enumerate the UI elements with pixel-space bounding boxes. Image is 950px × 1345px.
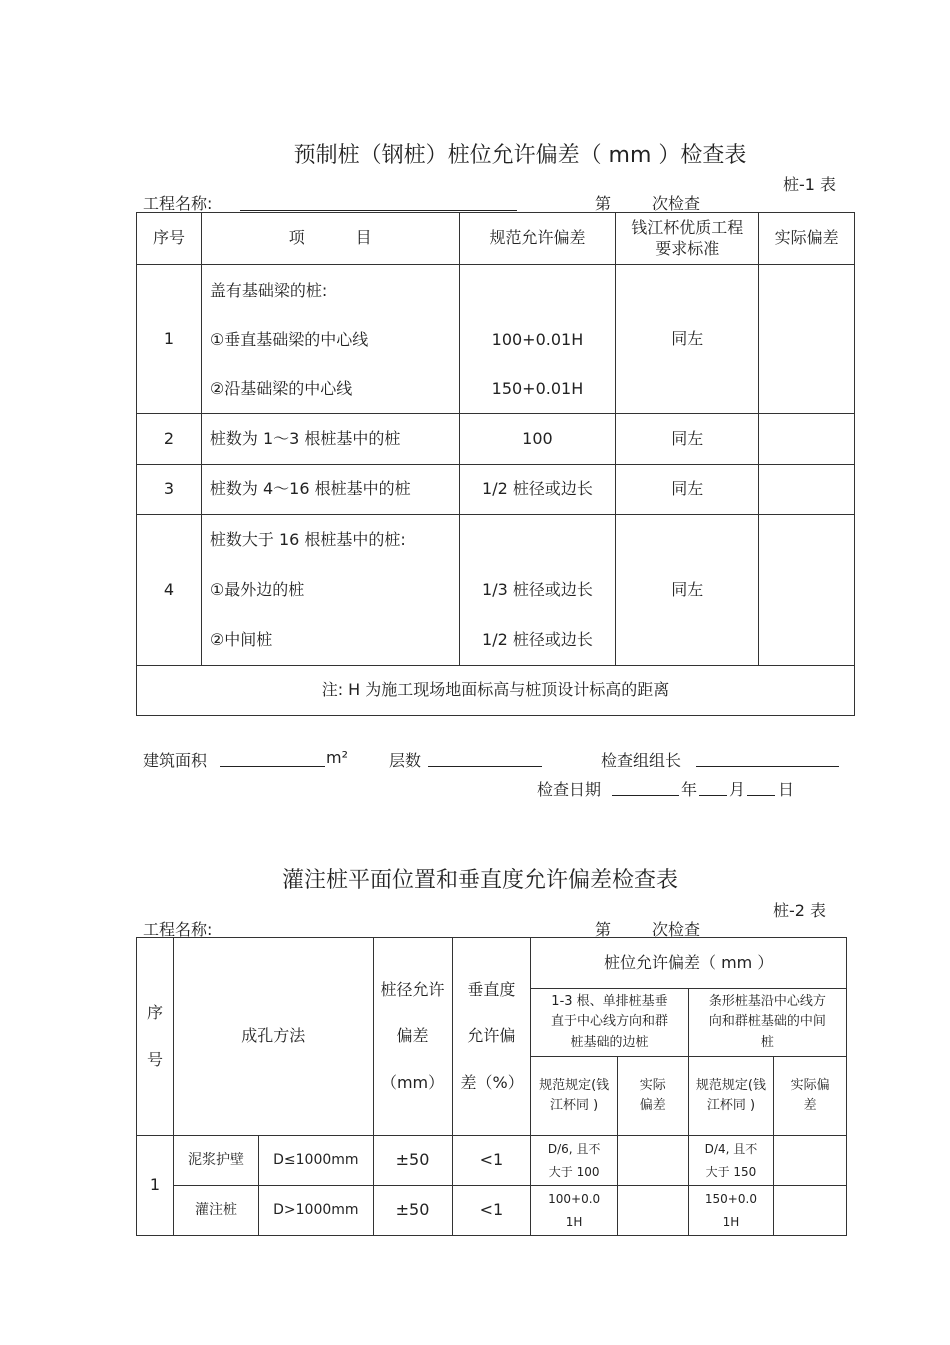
header-spec-b: 规范规定(钱江杯同 ) (688, 1057, 774, 1136)
row-actual-a-cell[interactable] (617, 1136, 688, 1186)
leader-label: 检查组组长 (601, 751, 682, 770)
month-field[interactable] (699, 795, 727, 796)
area-label: 建筑面积 (143, 751, 208, 770)
header-vertical: 垂直度允许偏差（%） (452, 938, 531, 1136)
row-dia: ±50 (373, 1136, 452, 1186)
row-no: 1 (137, 1136, 174, 1236)
doc1-project-name-field[interactable] (240, 210, 517, 211)
doc2-check-label-b: 次检查 (652, 920, 701, 939)
doc1-table-number: 桩-1 表 (783, 175, 837, 194)
floors-field[interactable] (428, 766, 542, 767)
doc1-table (136, 212, 855, 716)
row-spec: 150+0.01H (491, 378, 584, 398)
area-field[interactable] (220, 766, 325, 767)
area-unit: m² (326, 748, 348, 767)
row-spec: 100+0.01H (491, 329, 584, 349)
doc2-check-label-a: 第 (595, 920, 612, 939)
row-cond: D≤1000mm (259, 1136, 373, 1186)
row-dia: ±50 (373, 1186, 452, 1236)
year-field[interactable] (612, 795, 679, 796)
doc2-project-label: 工程名称: (143, 920, 213, 939)
header-actual-b: 实际偏差 (774, 1057, 847, 1136)
header-actual-a: 实际偏差 (617, 1057, 688, 1136)
row-spec-a: 100+0.01H (531, 1186, 618, 1236)
row-actual-cell[interactable] (759, 515, 855, 666)
row-item: ②沿基础梁的中心线 (209, 378, 353, 398)
row-qianjiang: 同左 (616, 515, 759, 666)
row-actual-a-cell[interactable] (617, 1186, 688, 1236)
row-actual-b-cell[interactable] (774, 1186, 847, 1236)
header-group-b: 条形桩基沿中心线方向和群桩基础的中间桩 (688, 989, 846, 1057)
doc2-title: 灌注桩平面位置和垂直度允许偏差检查表 (281, 868, 678, 893)
header-diameter: 桩径允许偏差（mm） (373, 938, 452, 1136)
header-qianjiang: 钱江杯优质工程要求标准 (616, 213, 759, 265)
row-spec: 1/3 桩径或边长 (482, 580, 593, 599)
row-item: ②中间桩 (209, 630, 273, 649)
row-no: 1 (137, 265, 202, 414)
row-spec-b: D/4, 且不大于 150 (688, 1136, 774, 1186)
table-row (137, 515, 855, 666)
doc2-table (136, 937, 847, 1236)
doc1-note: 注: H 为施工现场地面标高与桩顶设计标高的距离 (137, 666, 855, 716)
table-row (137, 1186, 847, 1236)
row-spec-b: 150+0.01H (688, 1186, 774, 1236)
row-item: 盖有基础梁的桩: (209, 280, 328, 300)
header-spec-a: 规范规定(钱江杯同 ) (531, 1057, 618, 1136)
row-no: 4 (137, 515, 202, 666)
row-cond: D>1000mm (259, 1186, 373, 1236)
row-actual-b-cell[interactable] (774, 1136, 847, 1186)
table-row (137, 414, 855, 465)
doc1-header-row (137, 213, 855, 265)
header-position: 桩位允许偏差（ mm ） (531, 938, 847, 989)
header-actual: 实际偏差 (759, 213, 855, 265)
table-row (137, 265, 855, 414)
row-type: 灌注桩 (173, 1186, 258, 1236)
row-no: 3 (137, 465, 202, 515)
doc2-table-number: 桩-2 表 (773, 901, 827, 920)
row-item: 桩数为 1～3 根桩基中的桩 (201, 414, 459, 465)
doc1-project-label: 工程名称: (143, 194, 213, 213)
header-seq: 序号 (137, 938, 174, 1136)
day-field[interactable] (747, 795, 775, 796)
row-spec-a: D/6, 且不大于 100 (531, 1136, 618, 1186)
row-spec: 100 (459, 414, 616, 465)
row-qianjiang: 同左 (616, 414, 759, 465)
header-method: 成孔方法 (173, 938, 373, 1136)
table-row (137, 465, 855, 515)
row-actual-cell[interactable] (759, 265, 855, 414)
row-item: ①垂直基础梁的中心线 (209, 329, 369, 349)
doc1-check-label-b: 次检查 (652, 194, 701, 213)
doc1-title: 预制桩（钢桩）桩位允许偏差（ mm ）检查表 (293, 143, 747, 168)
row-actual-cell[interactable] (759, 465, 855, 515)
doc1-check-label-a: 第 (595, 194, 612, 213)
month-label: 月 (729, 780, 746, 799)
leader-field[interactable] (696, 766, 839, 767)
day-label: 日 (778, 780, 795, 799)
year-label: 年 (681, 780, 698, 799)
row-qianjiang: 同左 (616, 265, 759, 414)
row-no: 2 (137, 414, 202, 465)
row-item: ①最外边的桩 (209, 580, 305, 599)
floors-label: 层数 (389, 751, 422, 770)
date-label: 检查日期 (537, 780, 602, 799)
header-spec: 规范允许偏差 (459, 213, 616, 265)
row-spec: 1/2 桩径或边长 (482, 630, 593, 649)
row-item: 桩数大于 16 根桩基中的桩: (209, 530, 406, 549)
header-group-a: 1-3 根、单排桩基垂直于中心线方向和群桩基础的边桩 (531, 989, 688, 1057)
row-item: 桩数为 4～16 根桩基中的桩 (201, 465, 459, 515)
note-row (137, 666, 855, 716)
row-spec: 1/2 桩径或边长 (459, 465, 616, 515)
table-row (137, 1136, 847, 1186)
row-qianjiang: 同左 (616, 465, 759, 515)
header-item: 项 目 (201, 213, 459, 265)
row-vert: <1 (452, 1136, 531, 1186)
header-seq: 序号 (137, 213, 202, 265)
row-type: 泥浆护壁 (173, 1136, 258, 1186)
row-actual-cell[interactable] (759, 414, 855, 465)
row-vert: <1 (452, 1186, 531, 1236)
